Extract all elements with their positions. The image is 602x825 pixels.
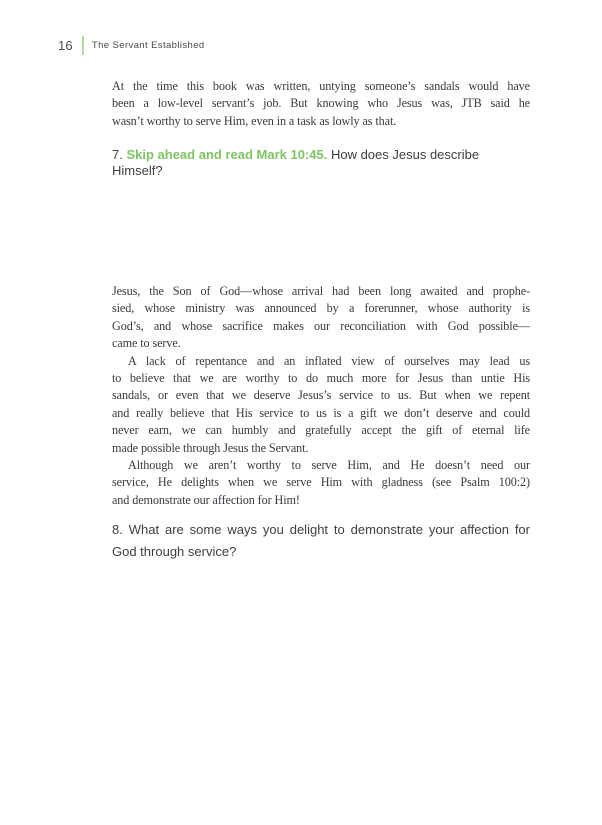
page-number: 16 — [58, 37, 73, 53]
running-title: The Servant Established — [91, 40, 205, 51]
header-divider — [82, 36, 84, 55]
text-line: wasn’t worthy to serve Him, even in a task as lowly as that. — [112, 113, 397, 128]
text-line: At the time this book was written, untying someone’s sandals would have — [112, 79, 530, 93]
body-text — [112, 283, 530, 509]
paragraph-intro — [112, 78, 530, 130]
text-line: service, He delights when we serve Him with gladness (see Psalm 100:2) — [112, 475, 530, 490]
paragraph-serve-gladness — [112, 457, 530, 509]
text-line: Although we aren’t worthy to serve Him, and He doesn’t need our — [128, 458, 530, 473]
question-7-highlight: Skip ahead and read Mark 10:45. — [126, 147, 328, 162]
question-8 — [112, 519, 530, 563]
text-line: Jesus, the Son of God—whose arrival had been long awaited and prophe- — [112, 284, 530, 298]
question-7-number: 7. — [112, 147, 127, 162]
paragraph-jesus-serves — [112, 283, 530, 353]
text-line: made possible through Jesus the Servant. — [112, 440, 309, 455]
paragraph-repentance — [112, 353, 530, 457]
text-line: God through service? — [112, 544, 237, 559]
text-line: A lack of repentance and an inflated view of ourselves may lead us — [128, 353, 530, 368]
page-header — [58, 34, 205, 56]
text-line: never earn, we can humbly and gratefully accept the gift of eternal life — [112, 423, 530, 438]
text-line: came to serve. — [112, 336, 181, 351]
text-line: and demonstrate our affection for Him! — [112, 492, 300, 507]
text-line: sied, whose ministry was announced by a forerunner, whose authority is — [112, 301, 530, 316]
text-line: God’s, and whose sacrifice makes our reconciliation with God possible— — [112, 318, 530, 333]
question-7-text: How does Jesus describe Himself? — [112, 147, 480, 178]
text-line: to believe that we are worthy to do much more for Jesus than untie His — [112, 371, 530, 386]
text-line: and really believe that His service to us is a gift we don’t deserve and could — [112, 405, 530, 420]
text-line: sandals, or even that we deserve Jesus’s service to us. But when we repent — [112, 388, 530, 403]
text-line: been a low-level servant’s job. But knowing who Jesus was, JTB said he — [112, 96, 530, 111]
answer-space — [112, 170, 530, 278]
text-line: 8. What are some ways you delight to demonstrate your affection for — [112, 522, 530, 537]
